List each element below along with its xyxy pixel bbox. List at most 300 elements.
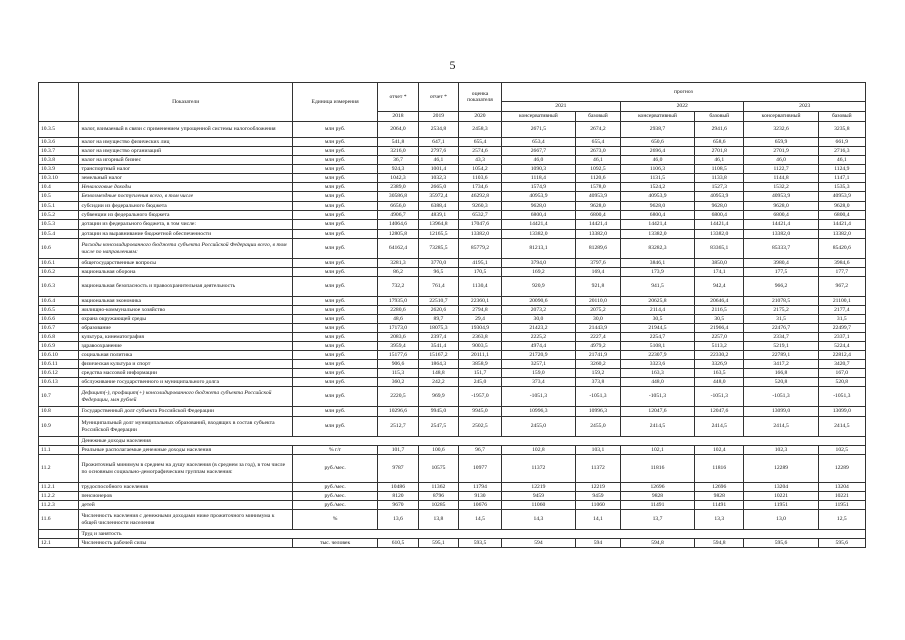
row-value: 732,2: [378, 277, 418, 297]
row-value: 30,0: [575, 315, 620, 324]
row-value: 5113,2: [695, 342, 744, 351]
row-code: 10.3.6: [39, 138, 79, 147]
row-value: 3235,8: [818, 122, 865, 138]
row-value: 1578,0: [575, 183, 620, 192]
table-row: [39, 446, 866, 455]
row-value: 11060: [501, 501, 575, 510]
row-indicator: национальная безопасность и правоохранительная деятельность: [79, 277, 292, 297]
row-unit: млн руб.: [292, 360, 377, 369]
row-code: 10.5.2: [39, 211, 79, 220]
row-value: 40953,9: [575, 192, 620, 202]
row-indicator: транспортный налог: [79, 165, 292, 174]
row-value: 12805,8: [378, 230, 418, 239]
row-value: 2455,0: [575, 417, 620, 437]
row-value: 2458,3: [459, 122, 502, 138]
table-row: [39, 360, 866, 369]
row-value: 12219: [501, 483, 575, 492]
row-value: 595,6: [818, 539, 865, 548]
row-code: 10.6.5: [39, 306, 79, 315]
row-value: 3959,4: [378, 342, 418, 351]
row-value: 2227,4: [575, 333, 620, 342]
header-year-2020: 2020: [459, 112, 502, 122]
row-indicator: здравоохранение: [79, 342, 292, 351]
table-row: [39, 165, 866, 174]
row-value: 73285,5: [418, 239, 458, 259]
table-row: [39, 306, 866, 315]
table-row: [39, 277, 866, 297]
row-indicator: Расходы консолидированного бюджета субъекта Российской Федерации всего, в том числе по направлениям:: [79, 239, 292, 259]
row-code: 10.6.4: [39, 297, 79, 306]
row-value: 22789,1: [744, 351, 818, 360]
row-value: 101,7: [378, 446, 418, 455]
row-code: 12.1: [39, 539, 79, 548]
row-value: 4839,1: [418, 211, 458, 220]
row-indicator: пенсионеров: [79, 492, 292, 501]
row-value: 12289: [818, 455, 865, 483]
row-value: 166,8: [744, 369, 818, 378]
row-value: 969,9: [418, 387, 458, 407]
row-code: 10.6: [39, 239, 79, 259]
row-indicator: образование: [79, 324, 292, 333]
row-value: 594,8: [620, 539, 694, 548]
row-unit: млн руб.: [292, 122, 377, 138]
row-value: 13,0: [744, 510, 818, 530]
row-value: 10221: [744, 492, 818, 501]
row-value: 43,3: [459, 156, 502, 165]
header-variant-cons: консервативный: [501, 112, 575, 122]
row-value: 1090,3: [501, 165, 575, 174]
row-value: 3232,6: [744, 122, 818, 138]
table-row: [39, 183, 866, 192]
row-value: 2116,5: [695, 306, 744, 315]
row-indicator: дотации из федерального бюджета, в том числе:: [79, 220, 292, 230]
row-value: 170,5: [459, 268, 502, 277]
header-variant-cons: консервативный: [744, 112, 818, 122]
row-unit: млн руб.: [292, 138, 377, 147]
row-value: 2547,5: [418, 417, 458, 437]
row-value: 5224,4: [818, 342, 865, 351]
row-value: 761,4: [418, 277, 458, 297]
row-indicator: Реальные располагаемые денежные доходы населения: [79, 446, 292, 455]
row-value: 48,6: [378, 315, 418, 324]
row-value: 2414,5: [620, 417, 694, 437]
row-unit: % г/г: [292, 446, 377, 455]
row-indicator: трудоспособного населения: [79, 483, 292, 492]
row-value: 3980,4: [744, 259, 818, 268]
row-value: 22307,9: [620, 351, 694, 360]
header-unit: Единица измерения: [292, 83, 377, 122]
row-value: 594: [575, 539, 620, 548]
row-value: 46,1: [418, 156, 458, 165]
row-unit: млн руб.: [292, 315, 377, 324]
table-row: [39, 483, 866, 492]
row-value: 3984,6: [818, 259, 865, 268]
row-value: 9670: [378, 501, 418, 510]
row-value: 2938,7: [620, 122, 694, 138]
row-value: 13382,0: [620, 230, 694, 239]
header-year-2018: 2018: [378, 112, 418, 122]
row-value: 1118,4: [501, 174, 575, 183]
row-indicator: национальная экономика: [79, 297, 292, 306]
row-value: 46,0: [501, 156, 575, 165]
row-code: 10.3.5: [39, 122, 79, 138]
row-value: 46,0: [620, 156, 694, 165]
row-value: 6800,4: [620, 211, 694, 220]
table-row: [39, 387, 866, 407]
row-unit: млн руб.: [292, 369, 377, 378]
row-value: 115,3: [378, 369, 418, 378]
row-value: 22499,7: [818, 324, 865, 333]
row-code: 10.3.8: [39, 156, 79, 165]
row-value: 10996,3: [575, 407, 620, 417]
row-unit: млн руб.: [292, 306, 377, 315]
row-value: 448,0: [695, 378, 744, 387]
row-code: 10.4: [39, 183, 79, 192]
row-value: 2671,5: [501, 122, 575, 138]
header-year-2021: 2021: [501, 102, 620, 112]
row-value: 13099,0: [818, 407, 865, 417]
row-unit: млн руб.: [292, 417, 377, 437]
row-indicator: физическая культура и спорт: [79, 360, 292, 369]
row-code: 10.3.9: [39, 165, 79, 174]
row-value: 2667,7: [501, 147, 575, 156]
row-value: 520,8: [818, 378, 865, 387]
row-value: 12219: [575, 483, 620, 492]
row-value: 10296,6: [378, 407, 418, 417]
row-value: 4906,7: [378, 211, 418, 220]
row-indicator: Численность рабочей силы: [79, 539, 292, 548]
row-indicator: детей: [79, 501, 292, 510]
row-indicator: национальная оборона: [79, 268, 292, 277]
row-unit: млн руб.: [292, 230, 377, 239]
row-value: 13,6: [378, 510, 418, 530]
row-value: 11951: [818, 501, 865, 510]
row-value: 35972,4: [418, 192, 458, 202]
row-code: 10.5.3: [39, 220, 79, 230]
row-value: 2073,2: [501, 306, 575, 315]
row-value: 29,4: [459, 315, 502, 324]
row-value: 1001,4: [418, 165, 458, 174]
row-unit: млн руб.: [292, 220, 377, 230]
row-value: -1957,0: [459, 387, 502, 407]
row-value: 14421,4: [501, 220, 575, 230]
row-value: 21720,9: [501, 351, 575, 360]
row-value: 177,5: [744, 268, 818, 277]
row-indicator: земельный налог: [79, 174, 292, 183]
table-row: [39, 333, 866, 342]
row-indicator: культура, кинематография: [79, 333, 292, 342]
row-indicator: Дефицит(-), профицит(+) консолидированного бюджета субъекта Российской Федерации, млн рублей: [79, 387, 292, 407]
forecast-table: [38, 82, 866, 548]
row-unit: млн руб.: [292, 239, 377, 259]
row-value: 19304,9: [459, 324, 502, 333]
row-value: 20090,6: [501, 297, 575, 306]
row-value: 5219,1: [744, 342, 818, 351]
row-value: 21741,9: [575, 351, 620, 360]
row-value: 13382,0: [695, 230, 744, 239]
row-value: 1122,7: [744, 165, 818, 174]
row-value: 6656,0: [378, 202, 418, 211]
table-row: [39, 174, 866, 183]
row-unit: млн руб.: [292, 259, 377, 268]
row-value: 21100,1: [818, 297, 865, 306]
row-indicator: дотации на выравнивание бюджетной обеспеченности: [79, 230, 292, 239]
row-value: 103,1: [575, 446, 620, 455]
row-value: 148,8: [418, 369, 458, 378]
row-value: 36,7: [378, 156, 418, 165]
row-value: 520,8: [744, 378, 818, 387]
row-value: 650,6: [620, 138, 694, 147]
row-value: 3281,3: [378, 259, 418, 268]
row-value: 3326,9: [695, 360, 744, 369]
table-row: [39, 342, 866, 351]
header-variant-base: базовый: [575, 112, 620, 122]
row-value: 2175,2: [744, 306, 818, 315]
row-value: 12289: [744, 455, 818, 483]
row-value: 2665,0: [418, 183, 458, 192]
row-value: 245,0: [459, 378, 502, 387]
row-value: 30586,8: [378, 192, 418, 202]
row-value: 1535,3: [818, 183, 865, 192]
row-value: 169,2: [501, 268, 575, 277]
row-value: 14,3: [501, 510, 575, 530]
row-code: 10.6.9: [39, 342, 79, 351]
row-value: 593,5: [459, 539, 502, 548]
row-code: 10.6.1: [39, 259, 79, 268]
row-indicator: налог, взимаемый в связи с применением упрощенной системы налогообложения: [79, 122, 292, 138]
row-code: 11.2.2: [39, 492, 79, 501]
row-value: 15167,2: [418, 351, 458, 360]
row-value: 64162,4: [378, 239, 418, 259]
row-code: 11.2: [39, 455, 79, 483]
row-value: 151,7: [459, 369, 502, 378]
row-value: 3216,0: [378, 147, 418, 156]
row-value: 177,7: [818, 268, 865, 277]
row-value: 373,4: [501, 378, 575, 387]
table-row: [39, 147, 866, 156]
table-row: [39, 220, 866, 230]
row-unit: млн руб.: [292, 387, 377, 407]
row-unit: млн руб.: [292, 156, 377, 165]
row-indicator: Муниципальный долг муниципальных образований, входящих в состав субъекта Российской Федерации: [79, 417, 292, 437]
row-value: 81289,6: [575, 239, 620, 259]
row-value: 13,7: [620, 510, 694, 530]
row-value: 21423,2: [501, 324, 575, 333]
row-value: 2512,7: [378, 417, 418, 437]
row-value: 2414,5: [695, 417, 744, 437]
row-value: 18075,3: [418, 324, 458, 333]
row-value: 3420,7: [818, 360, 865, 369]
row-code: 10.7: [39, 387, 79, 407]
section-title: Денежные доходы населения: [79, 437, 866, 446]
row-value: 1147,1: [818, 174, 865, 183]
row-code: 11.1: [39, 446, 79, 455]
row-value: 2696,4: [620, 147, 694, 156]
row-code: 10.5.1: [39, 202, 79, 211]
row-value: 2414,5: [818, 417, 865, 437]
row-value: 8796: [418, 492, 458, 501]
row-value: 9628,0: [501, 202, 575, 211]
row-value: 11816: [695, 455, 744, 483]
table-row: [39, 268, 866, 277]
row-value: 1864,3: [418, 360, 458, 369]
table-row: [39, 351, 866, 360]
row-code: 10.5.4: [39, 230, 79, 239]
row-value: 2220,5: [378, 387, 418, 407]
row-value: 9003,5: [459, 342, 502, 351]
row-value: 46292,8: [459, 192, 502, 202]
row-value: 2083,6: [378, 333, 418, 342]
row-value: 2075,2: [575, 306, 620, 315]
row-code: 10.6.2: [39, 268, 79, 277]
row-indicator: общегосударственные вопросы: [79, 259, 292, 268]
row-unit: млн руб.: [292, 202, 377, 211]
row-value: 20110,0: [575, 297, 620, 306]
row-value: 655,4: [575, 138, 620, 147]
row-value: 22812,4: [818, 351, 865, 360]
row-value: 2177,4: [818, 306, 865, 315]
row-value: 17935,0: [378, 297, 418, 306]
row-unit: млн руб.: [292, 268, 377, 277]
row-value: 2455,0: [501, 417, 575, 437]
row-code: 10.6.8: [39, 333, 79, 342]
row-value: 96,7: [459, 446, 502, 455]
table-row: [39, 369, 866, 378]
row-value: 1032,3: [418, 174, 458, 183]
row-value: 1092,5: [575, 165, 620, 174]
row-value: 2337,1: [818, 333, 865, 342]
row-value: 360,2: [378, 378, 418, 387]
row-value: 242,2: [418, 378, 458, 387]
row-value: 610,5: [378, 539, 418, 548]
row-value: 12165,5: [418, 230, 458, 239]
row-value: 594: [501, 539, 575, 548]
row-value: 2716,3: [818, 147, 865, 156]
header-forecast: прогноз: [501, 83, 865, 102]
row-value: 102,5: [818, 446, 865, 455]
row-value: 1131,5: [620, 174, 694, 183]
row-value: 9628,0: [818, 202, 865, 211]
row-value: 1524,2: [620, 183, 694, 192]
table-row: [39, 122, 866, 138]
row-indicator: социальная политика: [79, 351, 292, 360]
row-code: 10.3.10: [39, 174, 79, 183]
row-unit: млн руб.: [292, 324, 377, 333]
row-code: 11.6: [39, 510, 79, 530]
row-value: 21078,5: [744, 297, 818, 306]
header-year-2023: 2023: [744, 102, 866, 112]
row-code: 10.6.12: [39, 369, 79, 378]
row-value: -1051,3: [575, 387, 620, 407]
row-value: 85420,6: [818, 239, 865, 259]
row-value: 11816: [620, 455, 694, 483]
row-value: 11951: [744, 501, 818, 510]
row-value: 83282,3: [620, 239, 694, 259]
row-indicator: охрана окружающей среды: [79, 315, 292, 324]
header-report-1: отчет *: [378, 83, 418, 112]
row-value: 9945,0: [418, 407, 458, 417]
row-value: 102,4: [695, 446, 744, 455]
row-value: 541,8: [378, 138, 418, 147]
row-unit: %: [292, 510, 377, 530]
row-unit: млн руб.: [292, 342, 377, 351]
row-code: 10.3.7: [39, 147, 79, 156]
row-value: 4974,4: [501, 342, 575, 351]
table-body: [39, 122, 866, 548]
row-value: 6388,4: [418, 202, 458, 211]
row-value: 10221: [818, 492, 865, 501]
row-value: 10575: [418, 455, 458, 483]
row-unit: млн руб.: [292, 351, 377, 360]
row-value: 31,5: [744, 315, 818, 324]
row-value: 30,0: [501, 315, 575, 324]
row-value: 20111,1: [459, 351, 502, 360]
row-value: 40953,9: [818, 192, 865, 202]
row-unit: млн руб.: [292, 174, 377, 183]
row-value: 3417,2: [744, 360, 818, 369]
row-value: 2414,5: [744, 417, 818, 437]
row-value: 1130,4: [459, 277, 502, 297]
row-value: 1054,2: [459, 165, 502, 174]
row-value: 920,9: [501, 277, 575, 297]
row-value: 3794,0: [501, 259, 575, 268]
table-row: [39, 211, 866, 220]
table-row: [39, 202, 866, 211]
row-code: 10.6.6: [39, 315, 79, 324]
table-row: [39, 230, 866, 239]
row-unit: руб./мес.: [292, 492, 377, 501]
table-row: [39, 324, 866, 333]
header-year-2022: 2022: [620, 102, 744, 112]
row-value: 46,1: [818, 156, 865, 165]
row-value: 20625,8: [620, 297, 694, 306]
header-year-2019: 2019: [418, 112, 458, 122]
row-unit: тыс. человек: [292, 539, 377, 548]
row-value: 11491: [695, 501, 744, 510]
row-value: 21443,9: [575, 324, 620, 333]
row-value: 10285: [418, 501, 458, 510]
section-code-cell: [39, 530, 79, 539]
row-value: 22510,7: [418, 297, 458, 306]
row-value: 653,4: [501, 138, 575, 147]
table-row: [39, 192, 866, 202]
row-value: 163,3: [620, 369, 694, 378]
section-row: [39, 437, 866, 446]
row-value: 658,6: [695, 138, 744, 147]
row-value: 2363,8: [459, 333, 502, 342]
row-code: 10.6.3: [39, 277, 79, 297]
row-value: 1532,2: [744, 183, 818, 192]
row-value: 17047,6: [459, 220, 502, 230]
row-value: 2534,8: [418, 122, 458, 138]
row-value: 4195,1: [459, 259, 502, 268]
row-value: 11362: [418, 483, 458, 492]
row-value: 12047,6: [620, 407, 694, 417]
row-value: 100,6: [418, 446, 458, 455]
row-value: 10977: [459, 455, 502, 483]
table-row: [39, 156, 866, 165]
row-value: 13382,0: [501, 230, 575, 239]
row-indicator: субсидии из федерального бюджета: [79, 202, 292, 211]
row-value: 9260,3: [459, 202, 502, 211]
row-code: 10.6.10: [39, 351, 79, 360]
table-row: [39, 539, 866, 548]
table-row: [39, 492, 866, 501]
row-indicator: средства массовой информации: [79, 369, 292, 378]
row-value: 3858,9: [459, 360, 502, 369]
row-value: 2257,0: [695, 333, 744, 342]
row-value: 9628,0: [695, 202, 744, 211]
